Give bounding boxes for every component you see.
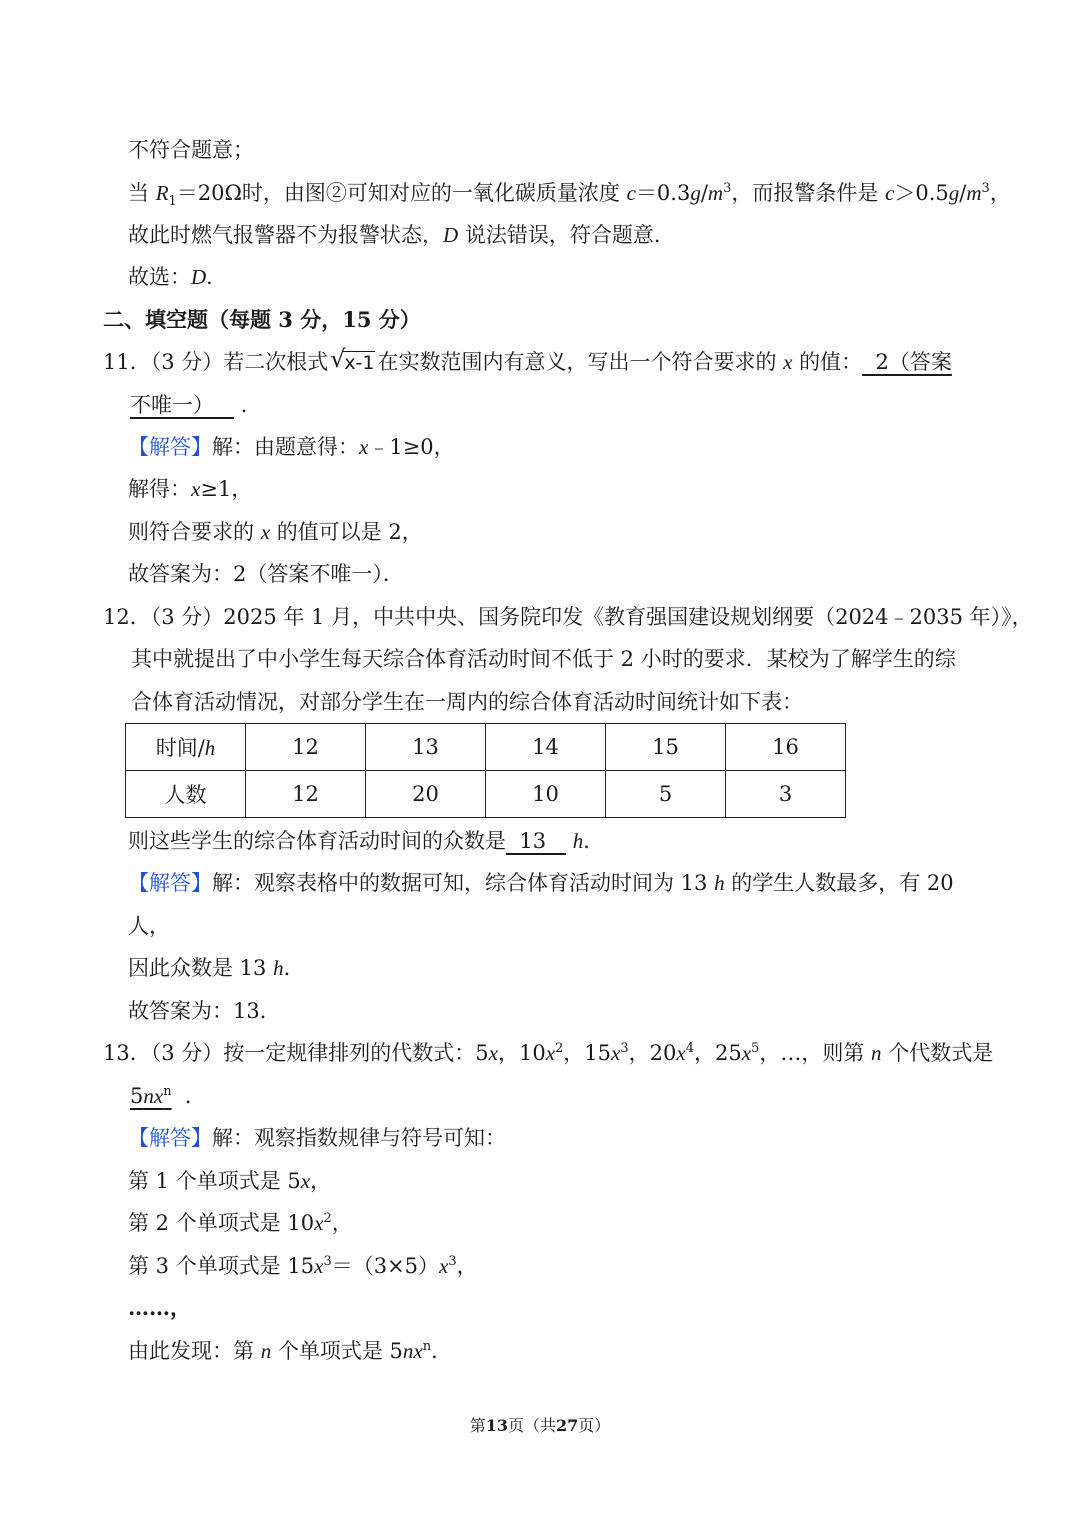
table-cell: 12: [246, 771, 366, 818]
text: 个代数式是: [881, 1041, 994, 1065]
table-row: [126, 771, 846, 818]
variable: x: [545, 1041, 556, 1065]
text: ，10: [497, 1041, 546, 1065]
variable: x: [611, 1041, 621, 1065]
solution-line: [128, 1336, 452, 1366]
text-line: [128, 178, 1011, 208]
variable: x: [676, 1041, 686, 1065]
text: ，…，则第: [759, 1041, 872, 1065]
unit: h: [273, 956, 284, 980]
variable: x: [783, 350, 793, 374]
variable: n: [871, 1041, 882, 1065]
text: 个单项式是 5: [271, 1339, 403, 1363]
text: ．: [234, 393, 262, 417]
solution-line: 人，: [128, 914, 170, 938]
solution-line: [128, 868, 954, 898]
solution-label: 【解答】: [128, 435, 212, 459]
unit: h: [714, 871, 725, 895]
text: ，25: [693, 1041, 742, 1065]
variable: D: [443, 223, 459, 247]
text: 解：观察指数规律与符号可知：: [212, 1126, 506, 1150]
text: 页（共: [507, 1416, 556, 1435]
variable: g: [690, 181, 701, 205]
variable: x: [191, 477, 201, 501]
table-cell: 16: [726, 724, 846, 771]
superscript: 3: [323, 1254, 332, 1269]
variable: x: [488, 1041, 498, 1065]
subscript: 1: [168, 194, 177, 210]
text: ．: [206, 265, 228, 289]
question-13-cont: [130, 1081, 206, 1111]
variable: x: [300, 1169, 311, 1193]
variable: nx: [402, 1339, 423, 1363]
text: 第: [469, 1416, 486, 1435]
text: 说法错误，符合题意．: [458, 223, 675, 247]
unit: h: [204, 736, 216, 760]
variable: D: [191, 265, 207, 289]
text: ．: [171, 1084, 206, 1108]
text: ．: [583, 829, 605, 853]
text: ﹣1≥0，: [368, 435, 455, 459]
table-header-cell: [126, 724, 246, 771]
table-cell: 10: [486, 771, 606, 818]
text: 当: [128, 181, 156, 205]
superscript: 2: [323, 1211, 332, 1226]
section-heading: 二、填空题（每题 3 分，15 分）: [103, 307, 421, 332]
text: 则符合要求的: [128, 520, 261, 544]
text: [566, 829, 573, 853]
superscript: 3: [448, 1254, 457, 1269]
text: ＝0.3: [635, 181, 691, 205]
text: ，20: [628, 1041, 677, 1065]
text: ，而报警条件是: [731, 181, 886, 205]
answer-blank: 不唯一）: [130, 393, 235, 417]
question-13: [103, 1038, 993, 1068]
solution-line: [128, 1166, 331, 1196]
text: 由此发现：第: [128, 1339, 261, 1363]
superscript: 3: [981, 181, 990, 196]
text: ，15: [563, 1041, 612, 1065]
text-line: [128, 135, 254, 165]
text: ，: [456, 1254, 478, 1278]
superscript: 4: [685, 1041, 694, 1056]
page-number: 13: [485, 1416, 508, 1435]
solution-line: [128, 432, 455, 462]
solution-line: [128, 1123, 506, 1153]
text: 则这些学生的综合体育活动时间的众数是: [128, 829, 506, 853]
solution-line: 故答案为：2（答案不唯一）．: [128, 562, 404, 586]
text-line: [128, 220, 675, 250]
table-cell: 20: [366, 771, 486, 818]
text: 不符合题意；: [128, 138, 254, 162]
text: 在实数范围内有意义，写出一个符合要求的: [377, 350, 784, 374]
question-11: [103, 347, 952, 378]
table-cell: 5: [606, 771, 726, 818]
text: /: [700, 181, 708, 205]
table-cell: 14: [486, 724, 606, 771]
sqrt-expression: [330, 347, 375, 378]
answer-blank: 13: [506, 829, 567, 853]
superscript: n: [422, 1339, 432, 1354]
text: ，: [331, 1211, 353, 1235]
text: 第 1 个单项式是 5: [128, 1169, 301, 1193]
variable: m: [707, 181, 724, 205]
text-line: [128, 262, 227, 292]
text: 时间/: [155, 736, 205, 760]
solution-line: [128, 1251, 478, 1281]
text: 页）: [578, 1416, 611, 1435]
text: 解得：: [128, 477, 191, 501]
total-pages: 27: [556, 1416, 579, 1435]
solution-line: [128, 517, 423, 547]
text: 因此众数是 13: [128, 956, 274, 980]
variable: x: [260, 520, 271, 544]
text: ＝（3×5）: [331, 1254, 440, 1278]
superscript: 2: [555, 1041, 564, 1056]
text: 的值：: [792, 350, 863, 374]
answer-blank: 2（答案: [862, 350, 952, 374]
superscript: 3: [620, 1041, 629, 1056]
text: ≥1，: [200, 477, 253, 501]
text: 11．（3 分）若二次根式: [103, 350, 329, 374]
text: ＞0.5: [894, 181, 949, 205]
solution-label: 【解答】: [128, 1126, 212, 1150]
variable: n: [260, 1339, 272, 1363]
variable: x: [439, 1254, 449, 1278]
table-cell: 13: [366, 724, 486, 771]
text: 13．（3 分）按一定规律排列的代数式：5: [103, 1041, 489, 1065]
text: ．: [283, 956, 305, 980]
table-cell: 12: [246, 724, 366, 771]
variable: m: [966, 181, 982, 205]
text: 解：由题意得：: [212, 435, 359, 459]
variable: x: [314, 1254, 324, 1278]
table-cell: 3: [726, 771, 846, 818]
unit: h: [572, 829, 584, 853]
solution-line: [128, 1208, 353, 1238]
table-header-cell: 人数: [126, 771, 246, 818]
variable: g: [948, 181, 960, 205]
solution-line: 故答案为：13．: [128, 999, 281, 1023]
superscript: n: [163, 1084, 172, 1099]
text: ，: [310, 1169, 332, 1193]
variable: x: [359, 435, 369, 459]
text: ．: [431, 1339, 453, 1363]
text: ，: [989, 181, 1011, 205]
variable: x: [741, 1041, 752, 1065]
data-table: [125, 723, 846, 818]
variable: c: [885, 181, 895, 205]
text: 5: [130, 1084, 144, 1108]
text: 故选：: [128, 265, 191, 289]
text: /: [959, 181, 967, 205]
table-cell: 15: [606, 724, 726, 771]
solution-line: ……，: [128, 1295, 191, 1320]
text: 的学生人数最多，有 20: [724, 871, 954, 895]
variable: x: [314, 1211, 324, 1235]
text: 第 2 个单项式是 10: [128, 1211, 315, 1235]
question-12-ask: [128, 826, 604, 856]
variable: nx: [143, 1084, 164, 1108]
text: 故此时燃气报警器不为报警状态，: [128, 223, 443, 247]
solution-line: [128, 953, 305, 983]
table-row: [126, 724, 846, 771]
answer-blank: [130, 1084, 172, 1108]
text: 的值可以是 2，: [270, 520, 423, 544]
question-12-line2: 其中就提出了中小学生每天综合体育活动时间不低于 2 小时的要求．某校为了解学生的综: [131, 647, 956, 671]
text: 解：观察表格中的数据可知，综合体育活动时间为 13: [212, 871, 715, 895]
radicand: x-1: [344, 352, 375, 374]
question-12: 12．（3 分）2025 年 1 月，中共中央、国务院印发《教育强国建设规划纲要（2024﹣2035 年）》，: [103, 605, 1033, 629]
superscript: 5: [751, 1041, 760, 1056]
text: 第 3 个单项式是 15: [128, 1254, 315, 1278]
solution-line: [128, 474, 252, 504]
radical-sign: √: [330, 345, 346, 373]
superscript: 3: [723, 181, 732, 196]
variable: c: [626, 181, 636, 205]
question-11-cont: [130, 390, 262, 420]
page-footer: [0, 1413, 1080, 1436]
solution-label: 【解答】: [128, 871, 212, 895]
text: ＝20Ω时，由图②可知对应的一氧化碳质量浓度: [176, 181, 627, 205]
variable: R: [155, 181, 169, 205]
question-12-line3: 合体育活动情况，对部分学生在一周内的综合体育活动时间统计如下表：: [131, 690, 803, 714]
